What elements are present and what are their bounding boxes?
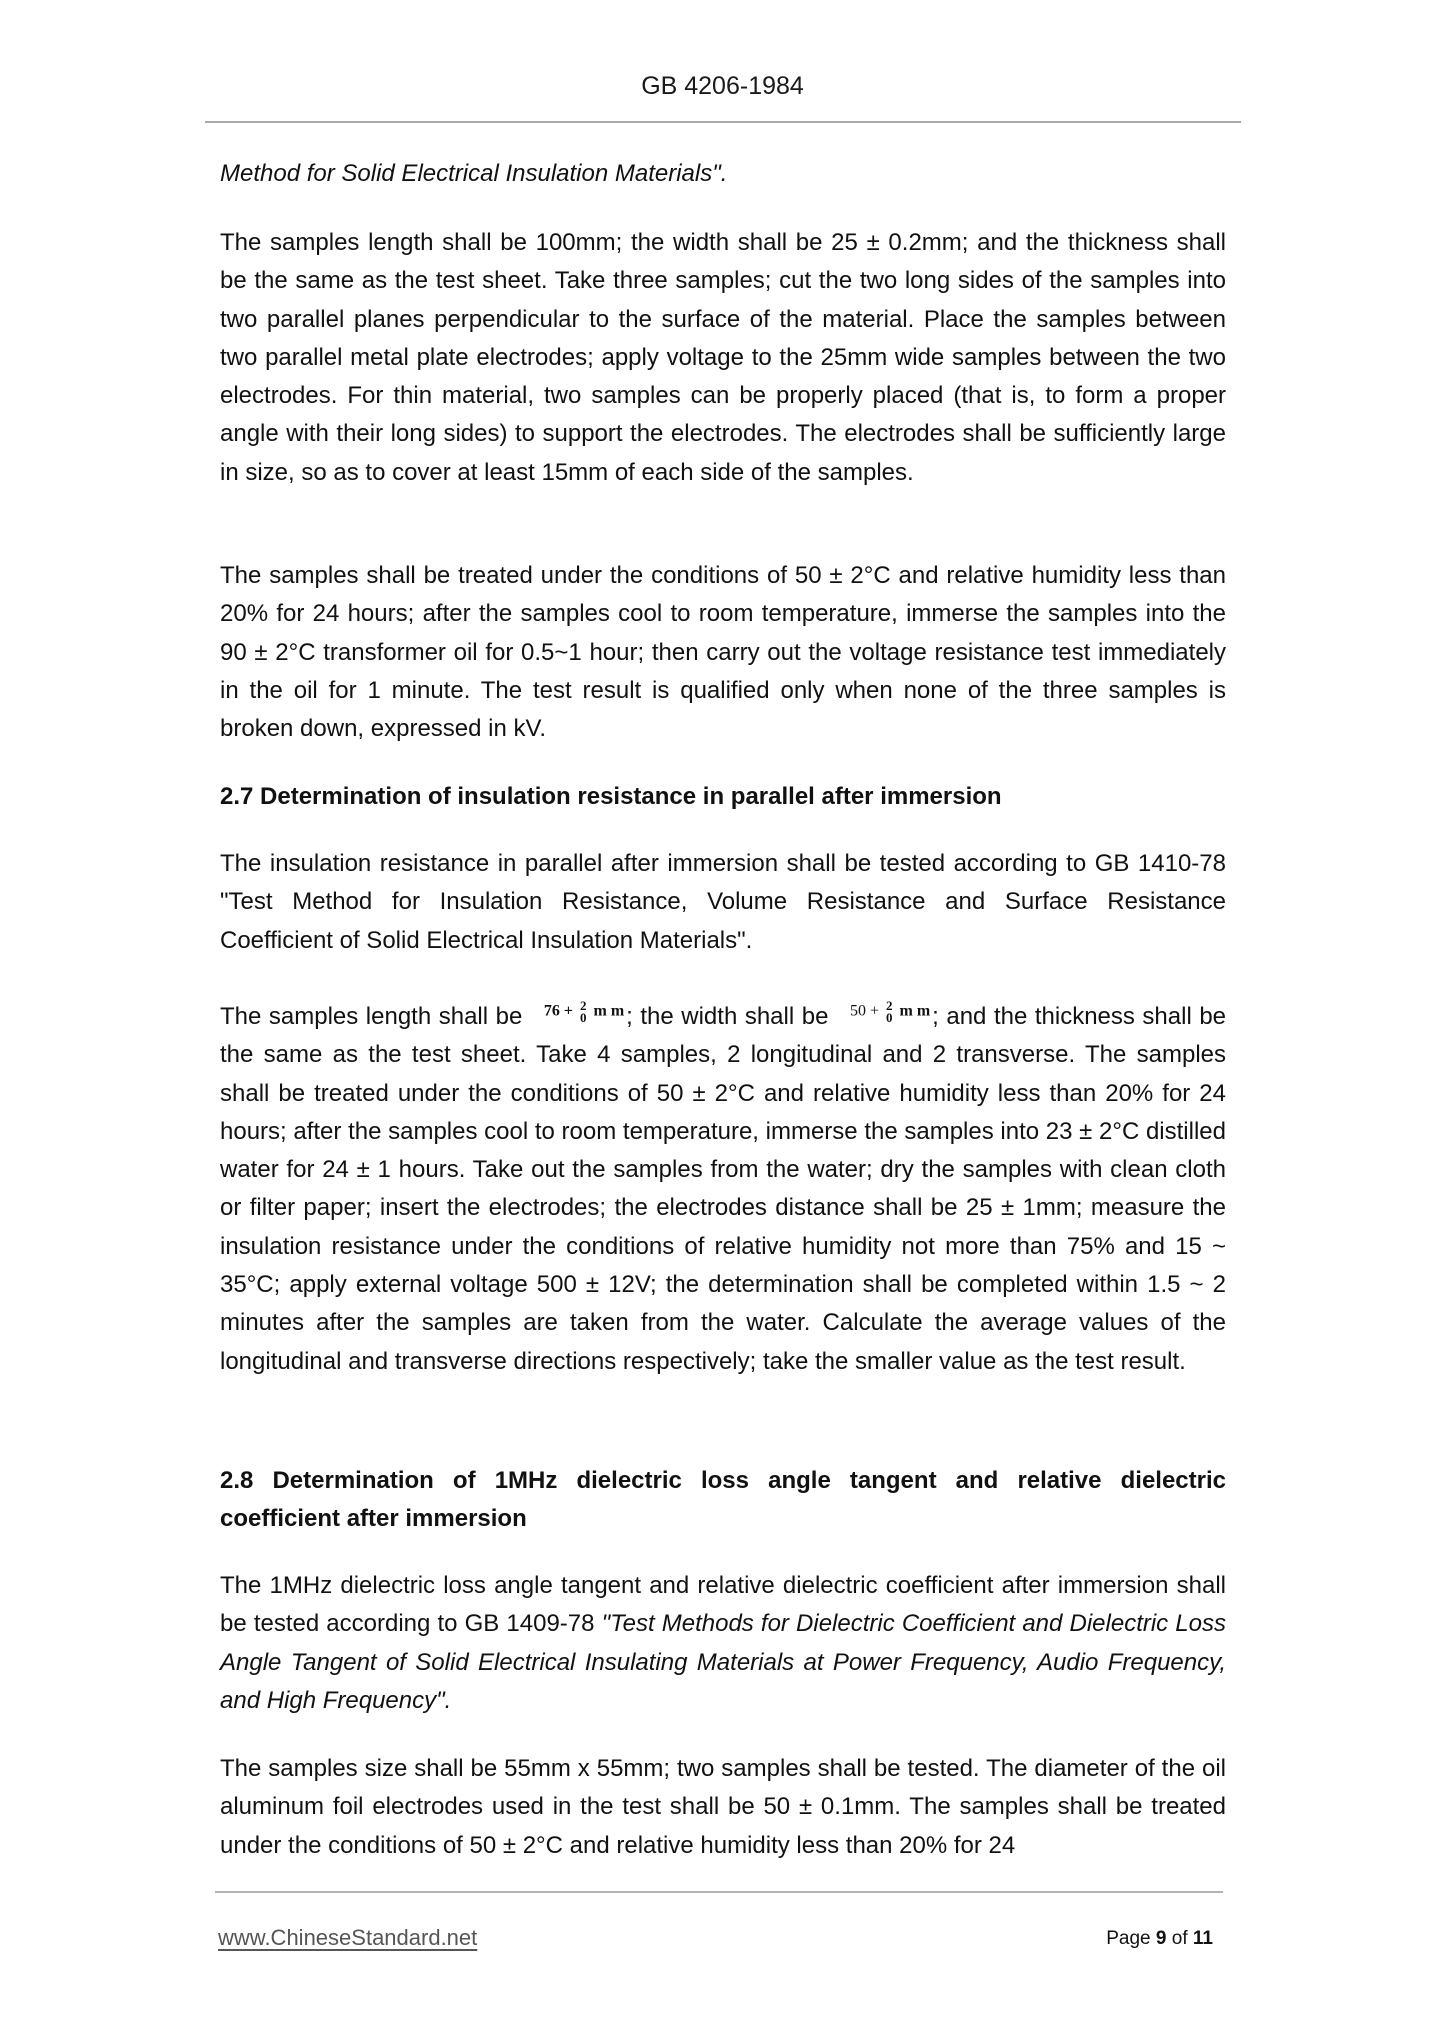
section-2-8-paragraph-samples: The samples size shall be 55mm x 55mm; two samples shall be tested. The diameter of the oil aluminum foil electrodes used in the test shall be 50 ± 0.1mm. The samples shall be treated under the conditions of 50 ± 2°C and relative humidity less than 20% for 24 bbox=[220, 1755, 1226, 1859]
length-tolerance-formula bbox=[544, 1000, 624, 1024]
width-base-value: 50 bbox=[849, 1003, 866, 1020]
website-link[interactable]: www.ChineseStandard.net bbox=[218, 1925, 478, 1950]
width-unit: m m bbox=[899, 1003, 931, 1020]
width-tolerance-formula bbox=[850, 1000, 930, 1024]
page-of: of bbox=[1171, 1928, 1188, 1949]
standard-reference-text: The 1MHz dielectric loss angle tangent and relative dielectric coefficient after immersion shall be tested according to GB 1409-78 bbox=[220, 1572, 1226, 1638]
length-unit: m m bbox=[593, 1003, 625, 1020]
section-2-8-paragraph-standard bbox=[220, 1567, 1226, 1720]
length-label: The samples length shall be bbox=[220, 1003, 523, 1030]
length-base-value: 76 bbox=[543, 1003, 560, 1020]
width-label: ; the width shall be bbox=[626, 1003, 829, 1030]
paragraph-sample-treatment: The samples shall be treated under the conditions of 50 ± 2°C and relative humidity less than 20% for 24 hours; after the samples cool to room temperature, immerse the samples into the 90 ± 2°C transformer oil for 0.5~1 hour; then carry out the voltage resistance test immediately in the oil for 1 minute. The test result is qualified only when none of the three samples is broken down, expressed in kV. bbox=[220, 562, 1226, 743]
footer-divider bbox=[215, 1891, 1223, 1893]
length-tolerance-stack bbox=[580, 1000, 587, 1024]
length-lower-tolerance: 0 bbox=[580, 1010, 587, 1026]
page-indicator bbox=[1106, 1928, 1213, 1950]
length-upper-tolerance: 2 bbox=[580, 998, 587, 1014]
page-current-number: 9 bbox=[1155, 1928, 1167, 1949]
document-code-title: GB 4206-1984 bbox=[641, 72, 804, 100]
length-plus-sign: + bbox=[563, 1003, 573, 1020]
width-lower-tolerance: 0 bbox=[886, 1010, 893, 1026]
section-2-7-paragraph-procedure bbox=[220, 998, 1226, 1381]
page-prefix: Page bbox=[1106, 1928, 1151, 1949]
section-2-8-heading: 2.8 Determination of 1MHz dielectric loss angle tangent and relative dielectric coefficient after immersion bbox=[220, 1467, 1226, 1533]
section-2-7-paragraph-standard: The insulation resistance in parallel after immersion shall be tested according to GB 1410-78 "Test Method for Insulation Resistance, Volume Resistance and Surface Resistance Coefficient of Solid Electrical Insulation Materials". bbox=[220, 850, 1226, 954]
procedure-text: ; and the thickness shall be the same as the test sheet. Take 4 samples, 2 longitudinal and 2 transverse. The samples shall be treated under the conditions of 50 ± 2°C and relative humidity less than 20% for 24 hours; after the samples cool to room temperature, immerse the samples into 23 ± 2°C distilled water for 24 ± 1 hours. Take out the samples from the water; dry the samples with clean cloth or filter paper; insert the electrodes; the electrodes distance shall be 25 ± 1mm; measure the insulation resistance under the conditions of relative humidity not more than 75% and 15 ~ 35°C; apply external voltage 500 ± 12V; the determination shall be completed within 1.5 ~ 2 minutes after the samples are taken from the water. Calculate the average values of the longitudinal and transverse directions respectively; take the smaller value as the test result. bbox=[220, 1003, 1227, 1375]
page-total-number: 11 bbox=[1192, 1928, 1213, 1949]
standard-title-italic: "Test Methods for Dielectric Coefficient and Dielectric Loss Angle Tangent of Solid Electrical Insulating Materials at Power Frequency, Audio Frequency, and High Frequency". bbox=[220, 1610, 1226, 1714]
header-divider bbox=[205, 121, 1241, 123]
section-2-7-heading: 2.7 Determination of insulation resistance in parallel after immersion bbox=[220, 783, 1002, 810]
width-plus-sign: + bbox=[869, 1003, 879, 1020]
continuation-line: Method for Solid Electrical Insulation Materials". bbox=[220, 160, 728, 187]
width-tolerance-stack bbox=[886, 1000, 893, 1024]
paragraph-sample-dimensions: The samples length shall be 100mm; the width shall be 25 ± 0.2mm; and the thickness shall be the same as the test sheet. Take three samples; cut the two long sides of the samples into two parallel planes perpendicular to the surface of the material. Place the samples between two parallel metal plate electrodes; apply voltage to the 25mm wide samples between the two electrodes. For thin material, two samples can be properly placed (that is, to form a proper angle with their long sides) to support the electrodes. The electrodes shall be sufficiently large in size, so as to cover at least 15mm of each side of the samples. bbox=[220, 229, 1226, 486]
width-upper-tolerance: 2 bbox=[886, 998, 893, 1014]
